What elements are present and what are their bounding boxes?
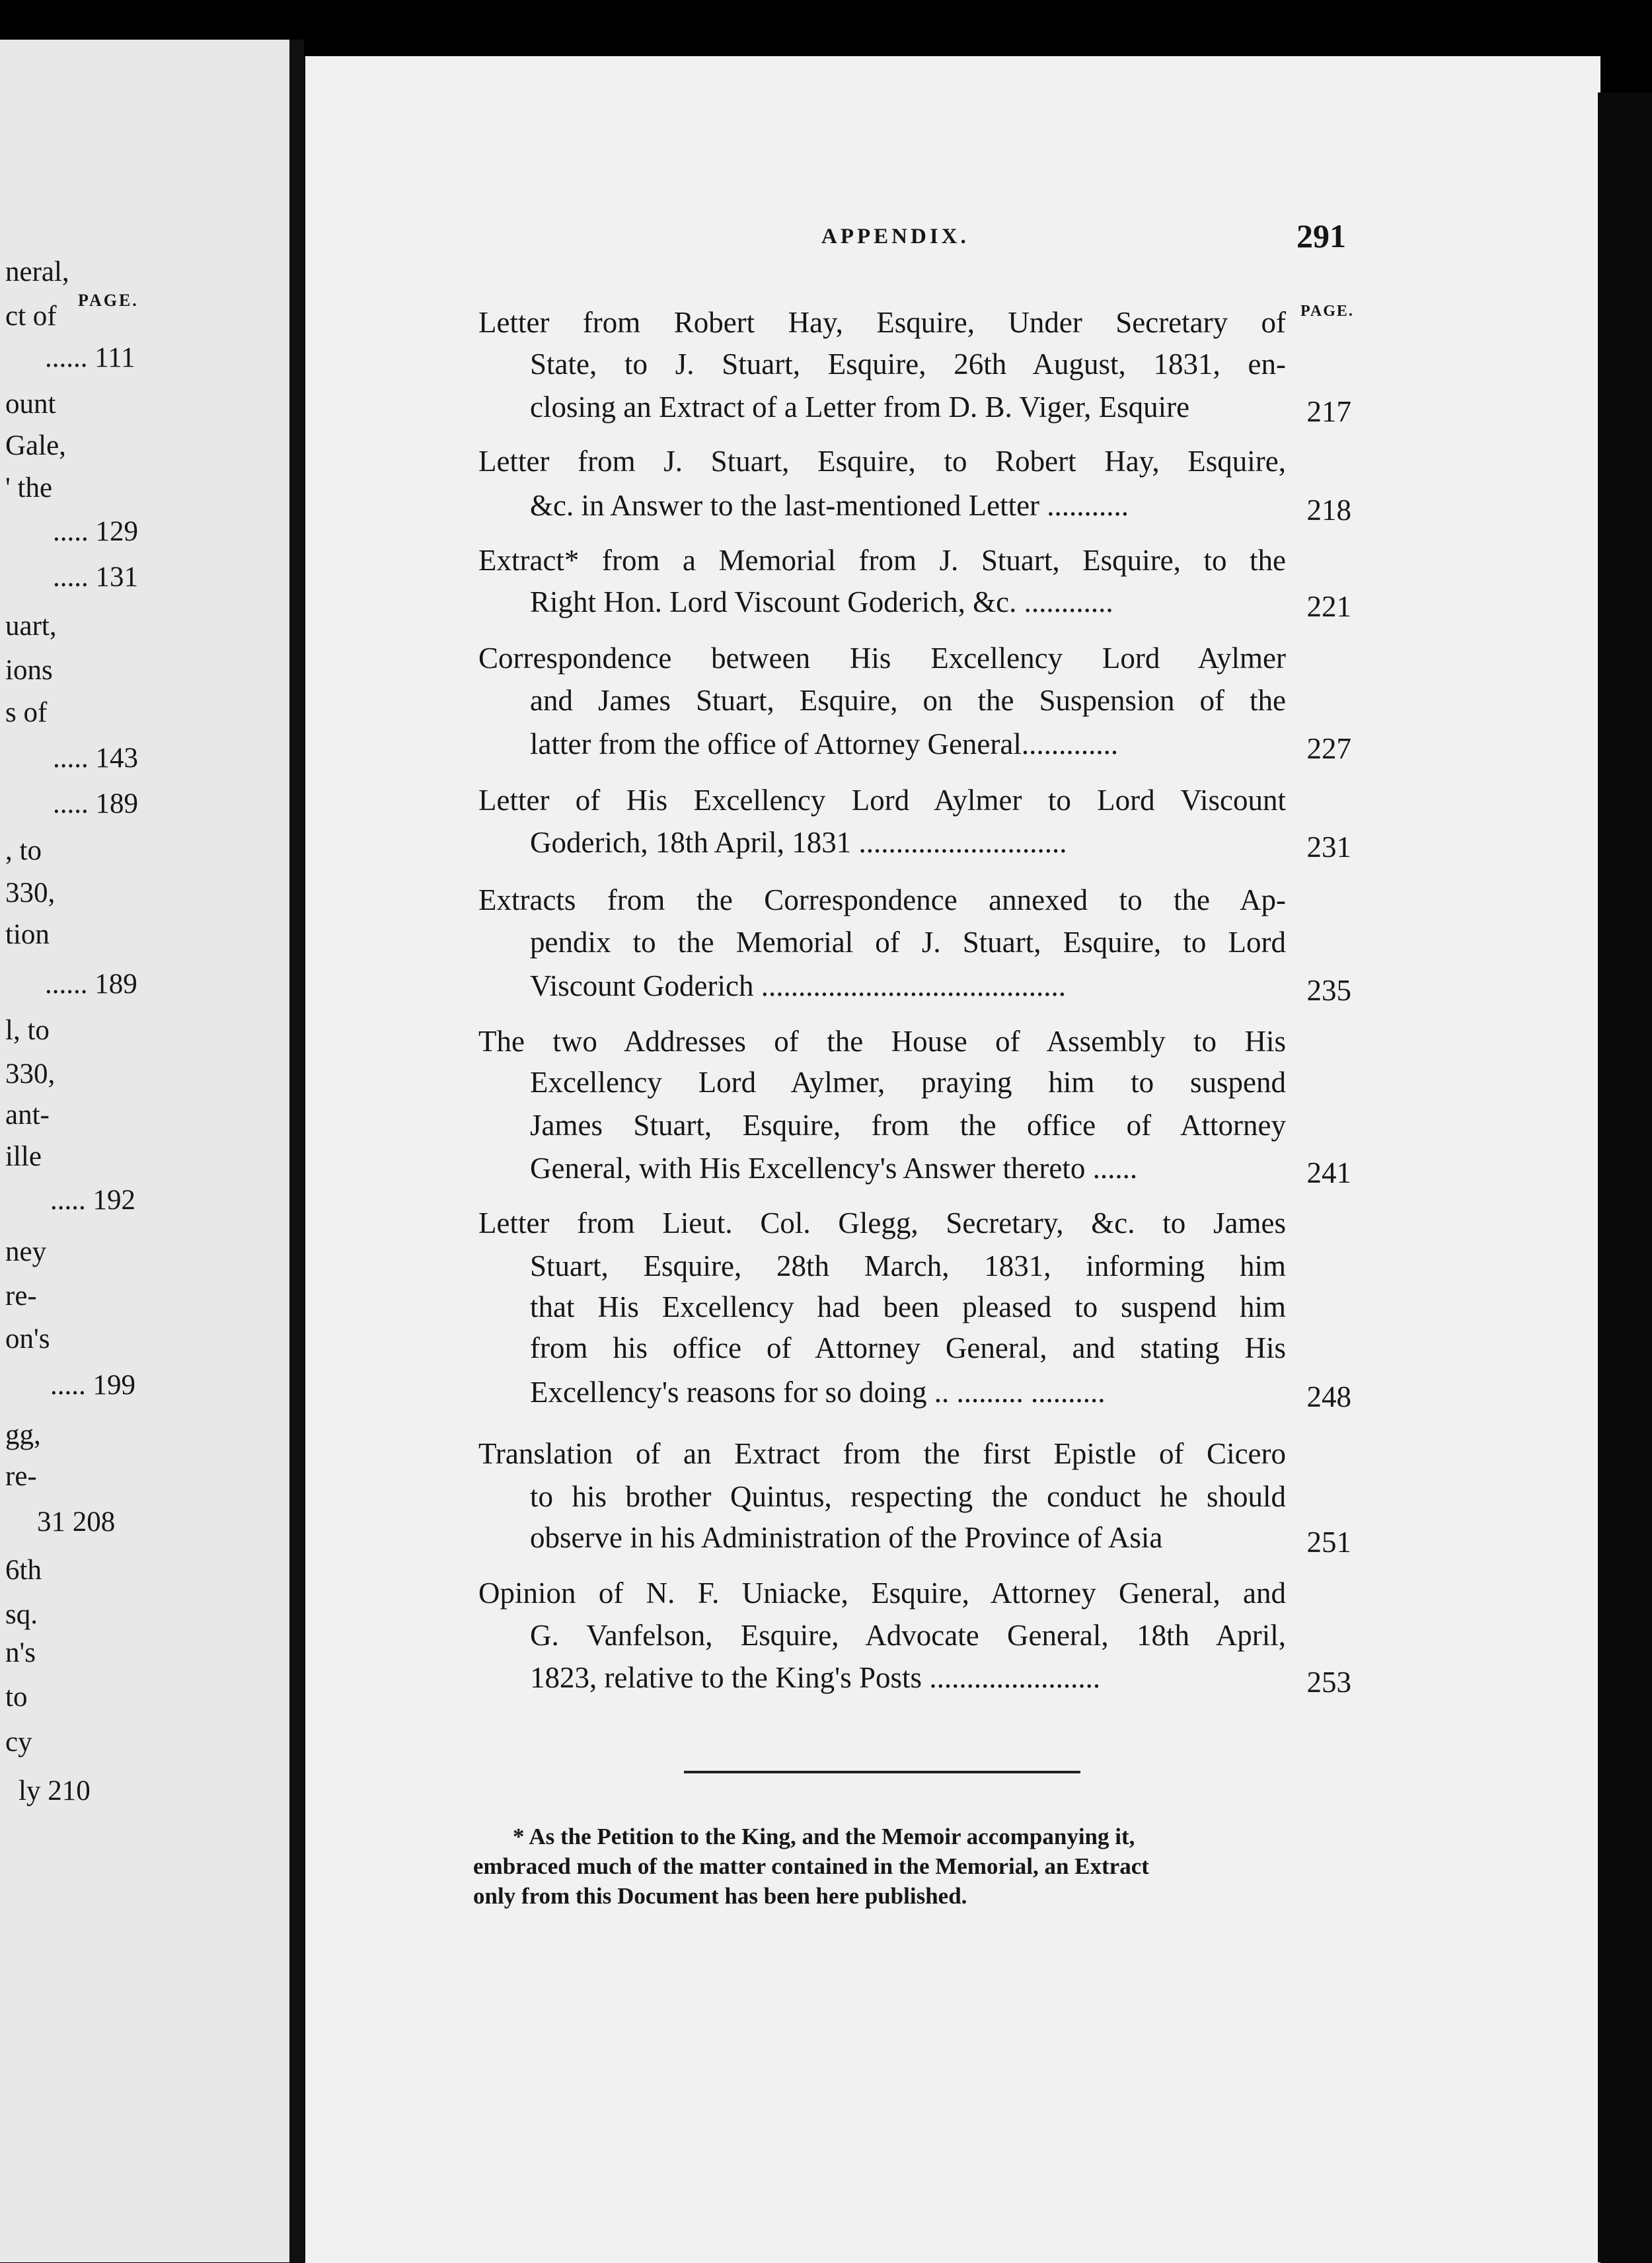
left-page-text-fragment: ..... 143 — [53, 743, 138, 774]
left-page-text-fragment: 31 208 — [37, 1506, 116, 1538]
left-page-text-fragment: ant- — [5, 1099, 50, 1131]
left-page-text-fragment: , to — [5, 835, 42, 866]
left-page-text-fragment: ..... 192 — [50, 1185, 135, 1216]
left-page-text-fragment: ..... 199 — [50, 1370, 135, 1401]
footnote-line: only from this Document has been here published. — [473, 1883, 967, 1909]
entry-continuation-line: James Stuart, Esquire, from the office of Attorney — [530, 1109, 1286, 1142]
left-page-text-fragment: ly 210 — [19, 1775, 91, 1806]
footnote-rule — [684, 1771, 1080, 1773]
entry-page-number: 235 — [1306, 974, 1351, 1007]
left-page-text-fragment: ount — [5, 389, 56, 420]
entry-title-line: Extract* from a Memorial from J. Stuart, Esquire, to the — [478, 544, 1286, 577]
left-page-text-fragment: gg, — [5, 1419, 41, 1450]
entry-title-line: Extracts from the Correspondence annexed to the Ap- — [478, 883, 1286, 916]
left-page-text-fragment: re- — [5, 1461, 37, 1492]
entry-title-line: Letter from J. Stuart, Esquire, to Robert Hay, Esquire, — [478, 445, 1286, 478]
entry-page-number: 251 — [1306, 1526, 1351, 1559]
entry-title-line: Letter from Robert Hay, Esquire, Under Secretary of — [478, 306, 1286, 339]
entry-continuation-line: Stuart, Esquire, 28th March, 1831, informing him — [530, 1249, 1286, 1282]
entry-continuation-line: observe in his Administration of the Province of Asia — [530, 1521, 1163, 1554]
left-page-text-fragment: ille — [5, 1141, 42, 1172]
entry-continuation-line: that His Excellency had been pleased to suspend him — [530, 1290, 1286, 1323]
left-page-text-fragment: cy — [5, 1726, 32, 1758]
left-page-text-fragment: on's — [5, 1323, 50, 1354]
entry-page-number: 217 — [1306, 395, 1351, 428]
entry-title-line: Opinion of N. F. Uniacke, Esquire, Attorney General, and — [478, 1577, 1286, 1610]
left-page — [0, 40, 301, 2262]
left-page-text-fragment: ..... 129 — [53, 516, 138, 547]
entry-continuation-line: pendix to the Memorial of J. Stuart, Esquire, to Lord — [530, 926, 1286, 959]
left-page-text-fragment: ..... 131 — [53, 562, 138, 593]
entry-continuation-line: Excellency Lord Aylmer, praying him to suspend — [530, 1066, 1286, 1099]
entry-continuation-line: State, to J. Stuart, Esquire, 26th August, 1831, en- — [530, 348, 1286, 381]
page-column-header: PAGE. — [1300, 303, 1354, 320]
left-page-text-fragment: ...... 111 — [45, 342, 135, 373]
entry-title-line: Letter from Lieut. Col. Glegg, Secretary, &c. to James — [478, 1206, 1286, 1240]
entry-continuation-line: closing an Extract of a Letter from D. B. Viger, Esquire — [530, 390, 1190, 424]
footnote-line: * As the Petition to the King, and the Memoir accompanying it, — [513, 1824, 1135, 1849]
entry-continuation-line: &c. in Answer to the last-mentioned Letter ........... — [530, 489, 1129, 522]
left-page-text-fragment: ...... 189 — [45, 969, 137, 1000]
entry-page-number: 241 — [1306, 1156, 1351, 1189]
left-page-text-fragment: ..... 189 — [53, 788, 138, 819]
left-page-text-fragment: uart, — [5, 611, 57, 642]
left-page-text-fragment: ct of — [5, 301, 57, 332]
left-page-text-fragment: l, to — [5, 1015, 50, 1046]
footnote-line: embraced much of the matter contained in the Memorial, an Extract — [473, 1853, 1149, 1879]
entry-continuation-line: to his brother Quintus, respecting the conduct he should — [530, 1480, 1286, 1513]
left-page-text-fragment: Gale, — [5, 430, 66, 461]
running-head-title: APPENDIX. — [821, 225, 969, 248]
entry-continuation-line: General, with His Excellency's Answer thereto ...... — [530, 1152, 1138, 1185]
entry-title-line: The two Addresses of the House of Assembly to His — [478, 1025, 1286, 1058]
entry-page-number: 221 — [1306, 590, 1351, 623]
left-page-text-fragment: tion — [5, 919, 50, 950]
left-page-text-fragment: sq. — [5, 1599, 38, 1630]
entry-continuation-line: 1823, relative to the King's Posts ....................... — [530, 1661, 1101, 1694]
entry-continuation-line: Viscount Goderich ......................................... — [530, 969, 1066, 1002]
left-page-text-fragment: 330, — [5, 877, 56, 909]
left-page-text-fragment: ions — [5, 655, 53, 686]
left-page-text-fragment: to — [5, 1682, 28, 1713]
entry-page-number: 248 — [1306, 1380, 1351, 1413]
entry-continuation-line: Goderich, 18th April, 1831 ............................ — [530, 826, 1067, 859]
right-page-edge — [1598, 93, 1652, 2262]
entry-page-number: 218 — [1306, 494, 1351, 527]
entry-continuation-line: from his office of Attorney General, and stating His — [530, 1331, 1286, 1364]
entry-title-line: Correspondence between His Excellency Lord Aylmer — [478, 642, 1286, 675]
left-page-text-fragment: ney — [5, 1236, 47, 1267]
entry-continuation-line: and James Stuart, Esquire, on the Suspension of the — [530, 684, 1286, 717]
entry-continuation-line: Excellency's reasons for so doing .. ......... .......... — [530, 1376, 1106, 1409]
page-number: 291 — [1296, 217, 1346, 254]
page-gutter — [289, 40, 304, 2262]
left-page-column-header: PAGE. — [78, 291, 139, 310]
left-page-text-fragment: n's — [5, 1637, 36, 1668]
entry-page-number: 227 — [1306, 732, 1351, 765]
entry-title-line: Letter of His Excellency Lord Aylmer to Lord Viscount — [478, 784, 1286, 817]
left-page-text-fragment: 6th — [5, 1555, 42, 1586]
entry-continuation-line: latter from the office of Attorney General............. — [530, 727, 1119, 761]
entry-page-number: 231 — [1306, 831, 1351, 864]
left-page-text-fragment: s of — [5, 697, 48, 728]
left-page-text-fragment: re- — [5, 1280, 37, 1312]
entry-title-line: Translation of an Extract from the first Epistle of Cicero — [478, 1437, 1286, 1470]
left-page-text-fragment: neral, — [5, 256, 69, 287]
left-page-text-fragment: 330, — [5, 1058, 56, 1090]
left-page-text-fragment: ' the — [5, 472, 53, 503]
entry-page-number: 253 — [1306, 1666, 1351, 1699]
entry-continuation-line: G. Vanfelson, Esquire, Advocate General, 18th April, — [530, 1619, 1286, 1652]
entry-continuation-line: Right Hon. Lord Viscount Goderich, &c. ............ — [530, 585, 1113, 618]
